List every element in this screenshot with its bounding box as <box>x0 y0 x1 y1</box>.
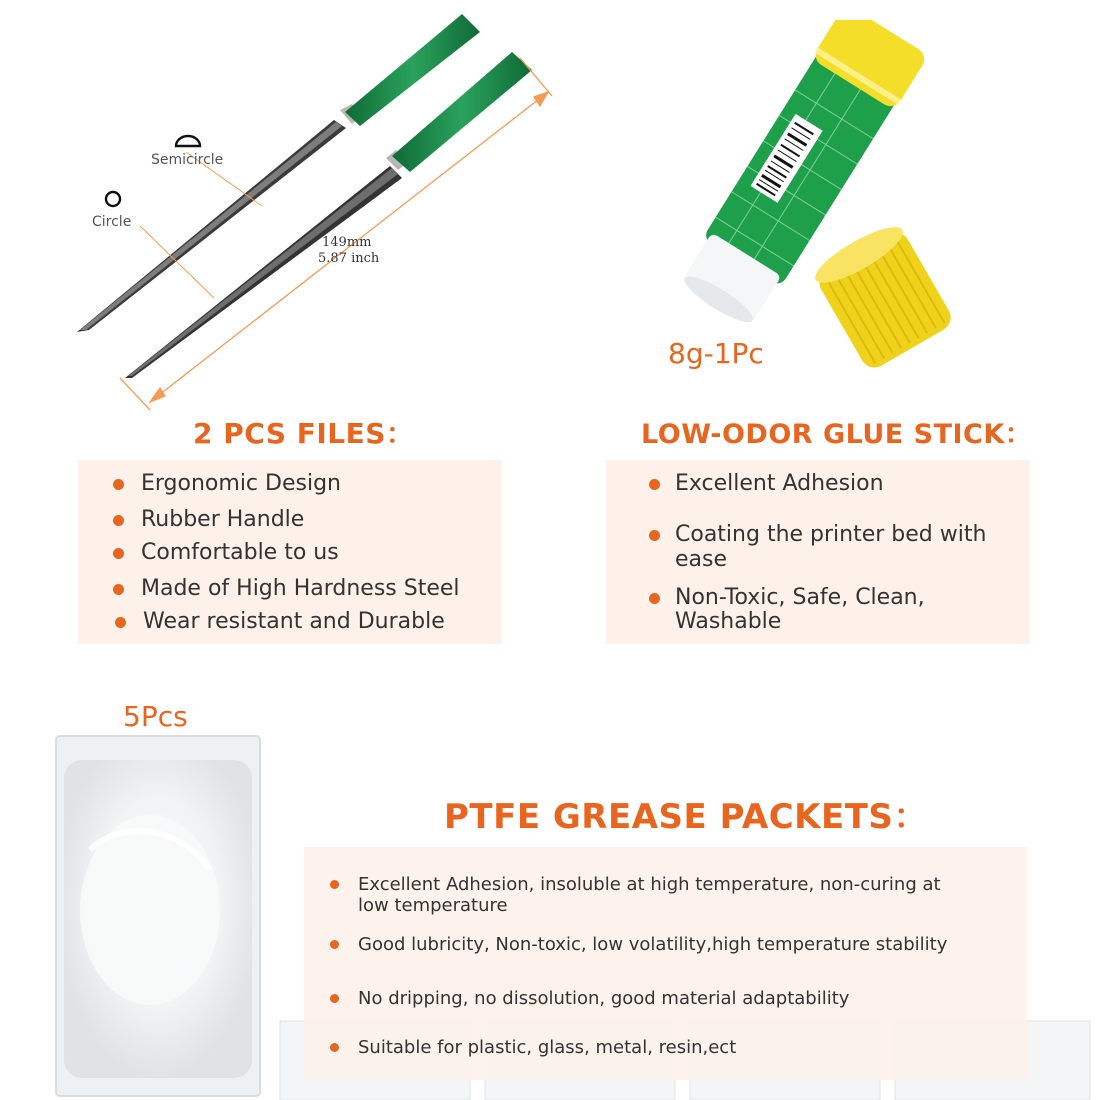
feature-continuation <box>675 609 781 634</box>
feature-text: Good lubricity, Non-toxic, low volatility,high temperature stability <box>358 934 948 955</box>
bullet-icon <box>649 479 660 490</box>
list-item <box>141 576 460 601</box>
list-item <box>141 471 341 496</box>
feature-text: Wear resistant and Durable <box>143 609 445 634</box>
glue-heading: LOW-ODOR GLUE STICK： <box>641 419 1033 450</box>
ptfe-quantity: 5Pcs <box>123 700 188 733</box>
semicircle-icon <box>176 136 200 146</box>
bullet-icon <box>330 940 339 949</box>
feature-continuation <box>675 547 727 572</box>
bullet-icon <box>113 479 124 490</box>
bullet-icon <box>330 994 339 1003</box>
feature-text: Made of High Hardness Steel <box>141 576 460 601</box>
feature-text: No dripping, no dissolution, good material adaptability <box>358 988 850 1009</box>
feature-text: Excellent Adhesion, insoluble at high temperature, non-curing at <box>358 874 941 895</box>
feature-continuation <box>358 895 508 916</box>
glue-cap <box>809 218 956 370</box>
list-item <box>358 874 941 895</box>
dimension-line <box>120 58 552 410</box>
glue-stick-illustration <box>640 20 1020 370</box>
feature-text: Washable <box>675 609 782 634</box>
list-item <box>358 988 849 1009</box>
bullet-icon <box>113 548 124 559</box>
feature-text: Excellent Adhesion <box>675 471 884 496</box>
bullet-icon <box>649 593 660 604</box>
files-heading: 2 PCS FILES： <box>193 417 415 450</box>
list-item <box>675 585 925 610</box>
circle-label: Circle <box>92 214 132 230</box>
glue-feature-panel <box>606 460 1030 644</box>
length-inch: 5.87 inch <box>318 251 380 266</box>
list-item <box>141 540 339 565</box>
list-item <box>143 609 445 634</box>
semicircle-label: Semicircle <box>151 152 224 168</box>
grease-packet-illustration <box>50 730 270 1100</box>
feature-text: low temperature <box>358 895 508 916</box>
bullet-icon <box>649 530 660 541</box>
bullet-icon <box>113 584 124 595</box>
bullet-icon <box>115 617 126 628</box>
glue-quantity: 8g-1Pc <box>668 337 764 370</box>
list-item <box>358 934 947 955</box>
feature-text: Comfortable to us <box>141 540 339 565</box>
circle-file <box>125 52 532 378</box>
bullet-icon <box>113 515 124 526</box>
ptfe-heading: PTFE GREASE PACKETS： <box>444 797 928 837</box>
files-illustration <box>0 0 580 420</box>
ptfe-feature-panel <box>304 847 1027 1080</box>
feature-text: Rubber Handle <box>141 507 305 532</box>
feature-text: Ergonomic Design <box>141 471 341 496</box>
list-item <box>358 1037 736 1058</box>
list-item <box>675 522 986 547</box>
list-item <box>675 471 884 496</box>
feature-text: ease <box>675 547 728 572</box>
list-item <box>141 507 304 532</box>
feature-text: Suitable for plastic, glass, metal, resin,ect <box>358 1037 737 1058</box>
circle-icon <box>106 192 120 206</box>
bullet-icon <box>330 1043 339 1052</box>
bullet-icon <box>330 880 339 889</box>
feature-text: Coating the printer bed with <box>675 522 987 547</box>
length-mm: 149mm <box>322 235 372 250</box>
feature-text: Non-Toxic, Safe, Clean, <box>675 585 925 610</box>
semicircle-file <box>77 14 480 332</box>
files-feature-panel <box>78 460 502 644</box>
